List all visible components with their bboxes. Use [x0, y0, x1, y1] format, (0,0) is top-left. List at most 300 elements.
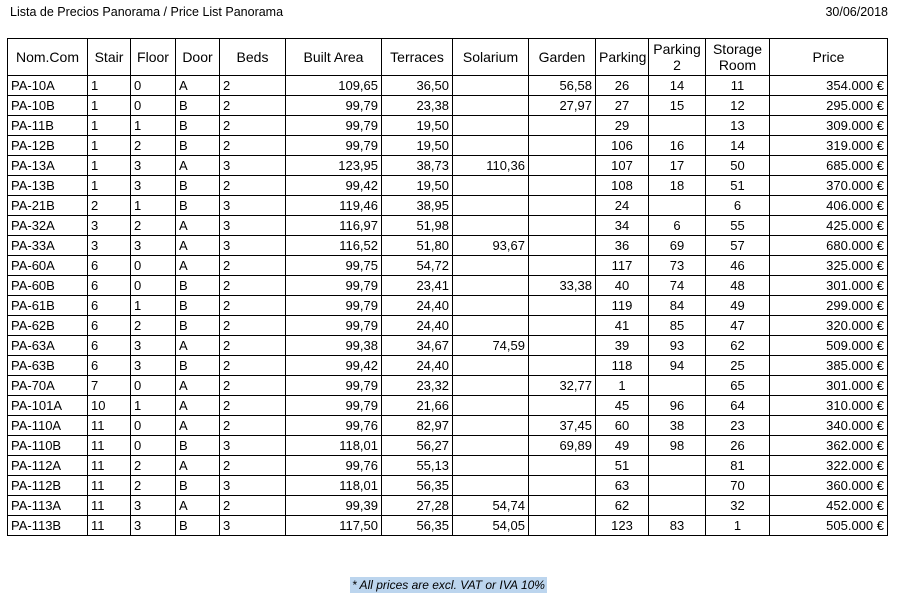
- floor-cell: 0: [131, 76, 176, 96]
- parking-cell: 107: [596, 156, 649, 176]
- unit-name-cell: PA-112A: [8, 456, 88, 476]
- stair-cell: 3: [88, 236, 131, 256]
- unit-name-cell: PA-10A: [8, 76, 88, 96]
- price-cell: 362.000 €: [770, 436, 888, 456]
- stair-cell: 11: [88, 416, 131, 436]
- door-cell: A: [176, 256, 220, 276]
- column-header-built-area: Built Area: [286, 39, 382, 76]
- floor-cell: 1: [131, 296, 176, 316]
- column-header-nom-com: Nom.Com: [8, 39, 88, 76]
- parking-2-cell: 85: [649, 316, 706, 336]
- unit-name-cell: PA-10B: [8, 96, 88, 116]
- price-cell: 505.000 €: [770, 516, 888, 536]
- stair-cell: 6: [88, 296, 131, 316]
- door-cell: B: [176, 176, 220, 196]
- unit-name-cell: PA-101A: [8, 396, 88, 416]
- built-area-cell: 99,79: [286, 296, 382, 316]
- door-cell: A: [176, 416, 220, 436]
- built-area-cell: 99,79: [286, 116, 382, 136]
- unit-name-cell: PA-110B: [8, 436, 88, 456]
- solarium-cell: [453, 456, 529, 476]
- built-area-cell: 109,65: [286, 76, 382, 96]
- price-cell: 310.000 €: [770, 396, 888, 416]
- solarium-cell: [453, 176, 529, 196]
- built-area-cell: 99,76: [286, 416, 382, 436]
- built-area-cell: 123,95: [286, 156, 382, 176]
- column-header-price: Price: [770, 39, 888, 76]
- built-area-cell: 99,42: [286, 176, 382, 196]
- built-area-cell: 99,38: [286, 336, 382, 356]
- parking-cell: 62: [596, 496, 649, 516]
- door-cell: B: [176, 116, 220, 136]
- terraces-cell: 56,35: [382, 516, 453, 536]
- solarium-cell: [453, 136, 529, 156]
- storage-room-cell: 49: [706, 296, 770, 316]
- unit-name-cell: PA-12B: [8, 136, 88, 156]
- table-row: [8, 336, 888, 356]
- terraces-cell: 23,38: [382, 96, 453, 116]
- garden-cell: [529, 136, 596, 156]
- floor-cell: 3: [131, 516, 176, 536]
- solarium-cell: [453, 416, 529, 436]
- price-cell: 301.000 €: [770, 376, 888, 396]
- stair-cell: 1: [88, 116, 131, 136]
- unit-name-cell: PA-63A: [8, 336, 88, 356]
- parking-2-cell: 14: [649, 76, 706, 96]
- solarium-cell: [453, 436, 529, 456]
- unit-name-cell: PA-60B: [8, 276, 88, 296]
- storage-room-cell: 23: [706, 416, 770, 436]
- table-row: [8, 116, 888, 136]
- solarium-cell: [453, 476, 529, 496]
- parking-2-cell: [649, 196, 706, 216]
- terraces-cell: 24,40: [382, 296, 453, 316]
- price-cell: 325.000 €: [770, 256, 888, 276]
- built-area-cell: 118,01: [286, 436, 382, 456]
- door-cell: A: [176, 456, 220, 476]
- table-row: [8, 76, 888, 96]
- beds-cell: 2: [220, 316, 286, 336]
- column-header-stair: Stair: [88, 39, 131, 76]
- floor-cell: 3: [131, 156, 176, 176]
- parking-2-cell: 38: [649, 416, 706, 436]
- terraces-cell: 34,67: [382, 336, 453, 356]
- unit-name-cell: PA-32A: [8, 216, 88, 236]
- door-cell: B: [176, 516, 220, 536]
- door-cell: A: [176, 76, 220, 96]
- garden-cell: [529, 216, 596, 236]
- floor-cell: 0: [131, 276, 176, 296]
- floor-cell: 2: [131, 316, 176, 336]
- stair-cell: 1: [88, 76, 131, 96]
- storage-room-cell: 62: [706, 336, 770, 356]
- garden-cell: [529, 356, 596, 376]
- parking-cell: 117: [596, 256, 649, 276]
- built-area-cell: 119,46: [286, 196, 382, 216]
- parking-2-cell: [649, 376, 706, 396]
- door-cell: B: [176, 196, 220, 216]
- storage-room-cell: 32: [706, 496, 770, 516]
- terraces-cell: 54,72: [382, 256, 453, 276]
- built-area-cell: 99,76: [286, 456, 382, 476]
- garden-cell: [529, 316, 596, 336]
- terraces-cell: 19,50: [382, 176, 453, 196]
- unit-name-cell: PA-113A: [8, 496, 88, 516]
- door-cell: B: [176, 316, 220, 336]
- stair-cell: 6: [88, 316, 131, 336]
- floor-cell: 0: [131, 256, 176, 276]
- table-row: [8, 136, 888, 156]
- unit-name-cell: PA-60A: [8, 256, 88, 276]
- terraces-cell: 19,50: [382, 116, 453, 136]
- parking-2-cell: 17: [649, 156, 706, 176]
- beds-cell: 2: [220, 136, 286, 156]
- storage-room-cell: 1: [706, 516, 770, 536]
- table-row: [8, 456, 888, 476]
- terraces-cell: 23,41: [382, 276, 453, 296]
- price-cell: 360.000 €: [770, 476, 888, 496]
- terraces-cell: 21,66: [382, 396, 453, 416]
- garden-cell: [529, 476, 596, 496]
- table-row: [8, 296, 888, 316]
- table-row: [8, 236, 888, 256]
- price-cell: 385.000 €: [770, 356, 888, 376]
- parking-2-cell: 83: [649, 516, 706, 536]
- unit-name-cell: PA-62B: [8, 316, 88, 336]
- terraces-cell: 55,13: [382, 456, 453, 476]
- stair-cell: 11: [88, 496, 131, 516]
- column-header-garden: Garden: [529, 39, 596, 76]
- parking-cell: 29: [596, 116, 649, 136]
- door-cell: A: [176, 376, 220, 396]
- beds-cell: 3: [220, 156, 286, 176]
- garden-cell: 37,45: [529, 416, 596, 436]
- parking-2-cell: 69: [649, 236, 706, 256]
- table-row: [8, 196, 888, 216]
- table-row: [8, 156, 888, 176]
- floor-cell: 2: [131, 136, 176, 156]
- terraces-cell: 24,40: [382, 316, 453, 336]
- price-cell: 406.000 €: [770, 196, 888, 216]
- door-cell: A: [176, 496, 220, 516]
- table-row: [8, 436, 888, 456]
- storage-room-cell: 50: [706, 156, 770, 176]
- parking-cell: 34: [596, 216, 649, 236]
- solarium-cell: [453, 376, 529, 396]
- price-cell: 320.000 €: [770, 316, 888, 336]
- column-header-beds: Beds: [220, 39, 286, 76]
- parking-cell: 60: [596, 416, 649, 436]
- price-cell: 319.000 €: [770, 136, 888, 156]
- floor-cell: 0: [131, 376, 176, 396]
- door-cell: A: [176, 216, 220, 236]
- price-cell: 322.000 €: [770, 456, 888, 476]
- parking-2-cell: 6: [649, 216, 706, 236]
- solarium-cell: [453, 296, 529, 316]
- door-cell: B: [176, 476, 220, 496]
- stair-cell: 7: [88, 376, 131, 396]
- built-area-cell: 99,79: [286, 316, 382, 336]
- floor-cell: 0: [131, 96, 176, 116]
- column-header-solarium: Solarium: [453, 39, 529, 76]
- terraces-cell: 56,27: [382, 436, 453, 456]
- table-row: [8, 216, 888, 236]
- built-area-cell: 99,79: [286, 276, 382, 296]
- unit-name-cell: PA-13B: [8, 176, 88, 196]
- unit-name-cell: PA-13A: [8, 156, 88, 176]
- parking-cell: 63: [596, 476, 649, 496]
- floor-cell: 3: [131, 236, 176, 256]
- door-cell: A: [176, 396, 220, 416]
- terraces-cell: 19,50: [382, 136, 453, 156]
- storage-room-cell: 11: [706, 76, 770, 96]
- table-row: [8, 416, 888, 436]
- price-cell: 354.000 €: [770, 76, 888, 96]
- garden-cell: [529, 336, 596, 356]
- door-cell: B: [176, 96, 220, 116]
- parking-cell: 24: [596, 196, 649, 216]
- table-row: [8, 256, 888, 276]
- parking-2-cell: 98: [649, 436, 706, 456]
- built-area-cell: 118,01: [286, 476, 382, 496]
- door-cell: B: [176, 136, 220, 156]
- terraces-cell: 27,28: [382, 496, 453, 516]
- storage-room-cell: 70: [706, 476, 770, 496]
- price-cell: 309.000 €: [770, 116, 888, 136]
- floor-cell: 3: [131, 496, 176, 516]
- beds-cell: 3: [220, 236, 286, 256]
- garden-cell: 56,58: [529, 76, 596, 96]
- solarium-cell: 110,36: [453, 156, 529, 176]
- built-area-cell: 117,50: [286, 516, 382, 536]
- parking-2-cell: 93: [649, 336, 706, 356]
- parking-cell: 119: [596, 296, 649, 316]
- unit-name-cell: PA-21B: [8, 196, 88, 216]
- beds-cell: 3: [220, 476, 286, 496]
- door-cell: A: [176, 336, 220, 356]
- storage-room-cell: 81: [706, 456, 770, 476]
- table-row: [8, 176, 888, 196]
- parking-cell: 106: [596, 136, 649, 156]
- column-header-floor: Floor: [131, 39, 176, 76]
- table-row: [8, 476, 888, 496]
- beds-cell: 2: [220, 116, 286, 136]
- parking-2-cell: 15: [649, 96, 706, 116]
- garden-cell: 69,89: [529, 436, 596, 456]
- beds-cell: 3: [220, 216, 286, 236]
- table-row: [8, 356, 888, 376]
- built-area-cell: 99,79: [286, 136, 382, 156]
- built-area-cell: 99,75: [286, 256, 382, 276]
- stair-cell: 2: [88, 196, 131, 216]
- stair-cell: 6: [88, 356, 131, 376]
- price-table: [7, 38, 888, 536]
- floor-cell: 0: [131, 416, 176, 436]
- stair-cell: 6: [88, 336, 131, 356]
- terraces-cell: 51,98: [382, 216, 453, 236]
- storage-room-cell: 55: [706, 216, 770, 236]
- beds-cell: 2: [220, 376, 286, 396]
- parking-cell: 39: [596, 336, 649, 356]
- parking-cell: 27: [596, 96, 649, 116]
- solarium-cell: [453, 276, 529, 296]
- storage-room-cell: 25: [706, 356, 770, 376]
- terraces-cell: 51,80: [382, 236, 453, 256]
- price-cell: 509.000 €: [770, 336, 888, 356]
- built-area-cell: 99,79: [286, 396, 382, 416]
- built-area-cell: 116,52: [286, 236, 382, 256]
- stair-cell: 11: [88, 516, 131, 536]
- storage-room-cell: 47: [706, 316, 770, 336]
- parking-cell: 1: [596, 376, 649, 396]
- stair-cell: 11: [88, 456, 131, 476]
- stair-cell: 1: [88, 176, 131, 196]
- floor-cell: 2: [131, 476, 176, 496]
- garden-cell: [529, 516, 596, 536]
- price-cell: 680.000 €: [770, 236, 888, 256]
- beds-cell: 2: [220, 356, 286, 376]
- garden-cell: [529, 296, 596, 316]
- storage-room-cell: 64: [706, 396, 770, 416]
- beds-cell: 2: [220, 276, 286, 296]
- storage-room-cell: 65: [706, 376, 770, 396]
- price-cell: 295.000 €: [770, 96, 888, 116]
- terraces-cell: 38,95: [382, 196, 453, 216]
- stair-cell: 10: [88, 396, 131, 416]
- door-cell: A: [176, 236, 220, 256]
- storage-room-cell: 46: [706, 256, 770, 276]
- column-header-door: Door: [176, 39, 220, 76]
- price-cell: 425.000 €: [770, 216, 888, 236]
- price-cell: 340.000 €: [770, 416, 888, 436]
- unit-name-cell: PA-110A: [8, 416, 88, 436]
- floor-cell: 2: [131, 456, 176, 476]
- garden-cell: [529, 256, 596, 276]
- parking-2-cell: 96: [649, 396, 706, 416]
- floor-cell: 1: [131, 116, 176, 136]
- beds-cell: 3: [220, 436, 286, 456]
- floor-cell: 2: [131, 216, 176, 236]
- beds-cell: 2: [220, 96, 286, 116]
- beds-cell: 2: [220, 256, 286, 276]
- price-cell: 370.000 €: [770, 176, 888, 196]
- floor-cell: 1: [131, 396, 176, 416]
- table-body: [8, 76, 888, 536]
- floor-cell: 1: [131, 196, 176, 216]
- garden-cell: [529, 156, 596, 176]
- built-area-cell: 99,42: [286, 356, 382, 376]
- stair-cell: 3: [88, 216, 131, 236]
- terraces-cell: 82,97: [382, 416, 453, 436]
- table-row: [8, 496, 888, 516]
- parking-2-cell: 74: [649, 276, 706, 296]
- beds-cell: 2: [220, 76, 286, 96]
- beds-cell: 2: [220, 176, 286, 196]
- column-header-storage-room: Storage Room: [706, 39, 770, 76]
- solarium-cell: 93,67: [453, 236, 529, 256]
- floor-cell: 3: [131, 336, 176, 356]
- parking-cell: 108: [596, 176, 649, 196]
- solarium-cell: [453, 76, 529, 96]
- solarium-cell: [453, 216, 529, 236]
- parking-cell: 41: [596, 316, 649, 336]
- door-cell: A: [176, 156, 220, 176]
- door-cell: B: [176, 276, 220, 296]
- terraces-cell: 24,40: [382, 356, 453, 376]
- table-row: [8, 96, 888, 116]
- solarium-cell: [453, 196, 529, 216]
- storage-room-cell: 26: [706, 436, 770, 456]
- garden-cell: [529, 396, 596, 416]
- unit-name-cell: PA-112B: [8, 476, 88, 496]
- solarium-cell: [453, 96, 529, 116]
- price-cell: 301.000 €: [770, 276, 888, 296]
- parking-2-cell: [649, 476, 706, 496]
- garden-cell: 33,38: [529, 276, 596, 296]
- built-area-cell: 99,79: [286, 96, 382, 116]
- parking-2-cell: 16: [649, 136, 706, 156]
- terraces-cell: 38,73: [382, 156, 453, 176]
- parking-2-cell: [649, 116, 706, 136]
- storage-room-cell: 51: [706, 176, 770, 196]
- parking-cell: 123: [596, 516, 649, 536]
- storage-room-cell: 13: [706, 116, 770, 136]
- solarium-cell: [453, 256, 529, 276]
- parking-2-cell: [649, 496, 706, 516]
- table-row: [8, 516, 888, 536]
- storage-room-cell: 14: [706, 136, 770, 156]
- storage-room-cell: 48: [706, 276, 770, 296]
- document-date: 30/06/2018: [825, 5, 888, 19]
- table-row: [8, 376, 888, 396]
- floor-cell: 3: [131, 176, 176, 196]
- stair-cell: 1: [88, 136, 131, 156]
- door-cell: B: [176, 296, 220, 316]
- built-area-cell: 116,97: [286, 216, 382, 236]
- stair-cell: 6: [88, 276, 131, 296]
- solarium-cell: [453, 356, 529, 376]
- garden-cell: 32,77: [529, 376, 596, 396]
- beds-cell: 2: [220, 456, 286, 476]
- garden-cell: [529, 196, 596, 216]
- parking-cell: 118: [596, 356, 649, 376]
- stair-cell: 6: [88, 256, 131, 276]
- solarium-cell: 74,59: [453, 336, 529, 356]
- terraces-cell: 36,50: [382, 76, 453, 96]
- solarium-cell: [453, 116, 529, 136]
- stair-cell: 1: [88, 156, 131, 176]
- parking-cell: 26: [596, 76, 649, 96]
- solarium-cell: [453, 316, 529, 336]
- unit-name-cell: PA-63B: [8, 356, 88, 376]
- stair-cell: 11: [88, 476, 131, 496]
- parking-2-cell: 94: [649, 356, 706, 376]
- storage-room-cell: 12: [706, 96, 770, 116]
- door-cell: B: [176, 436, 220, 456]
- storage-room-cell: 57: [706, 236, 770, 256]
- unit-name-cell: PA-11B: [8, 116, 88, 136]
- storage-room-cell: 6: [706, 196, 770, 216]
- built-area-cell: 99,79: [286, 376, 382, 396]
- footnote: * All prices are excl. VAT or IVA 10%: [352, 578, 545, 592]
- table-row: [8, 396, 888, 416]
- garden-cell: 27,97: [529, 96, 596, 116]
- column-header-parking: Parking: [596, 39, 649, 76]
- parking-cell: 45: [596, 396, 649, 416]
- parking-cell: 36: [596, 236, 649, 256]
- garden-cell: [529, 236, 596, 256]
- unit-name-cell: PA-70A: [8, 376, 88, 396]
